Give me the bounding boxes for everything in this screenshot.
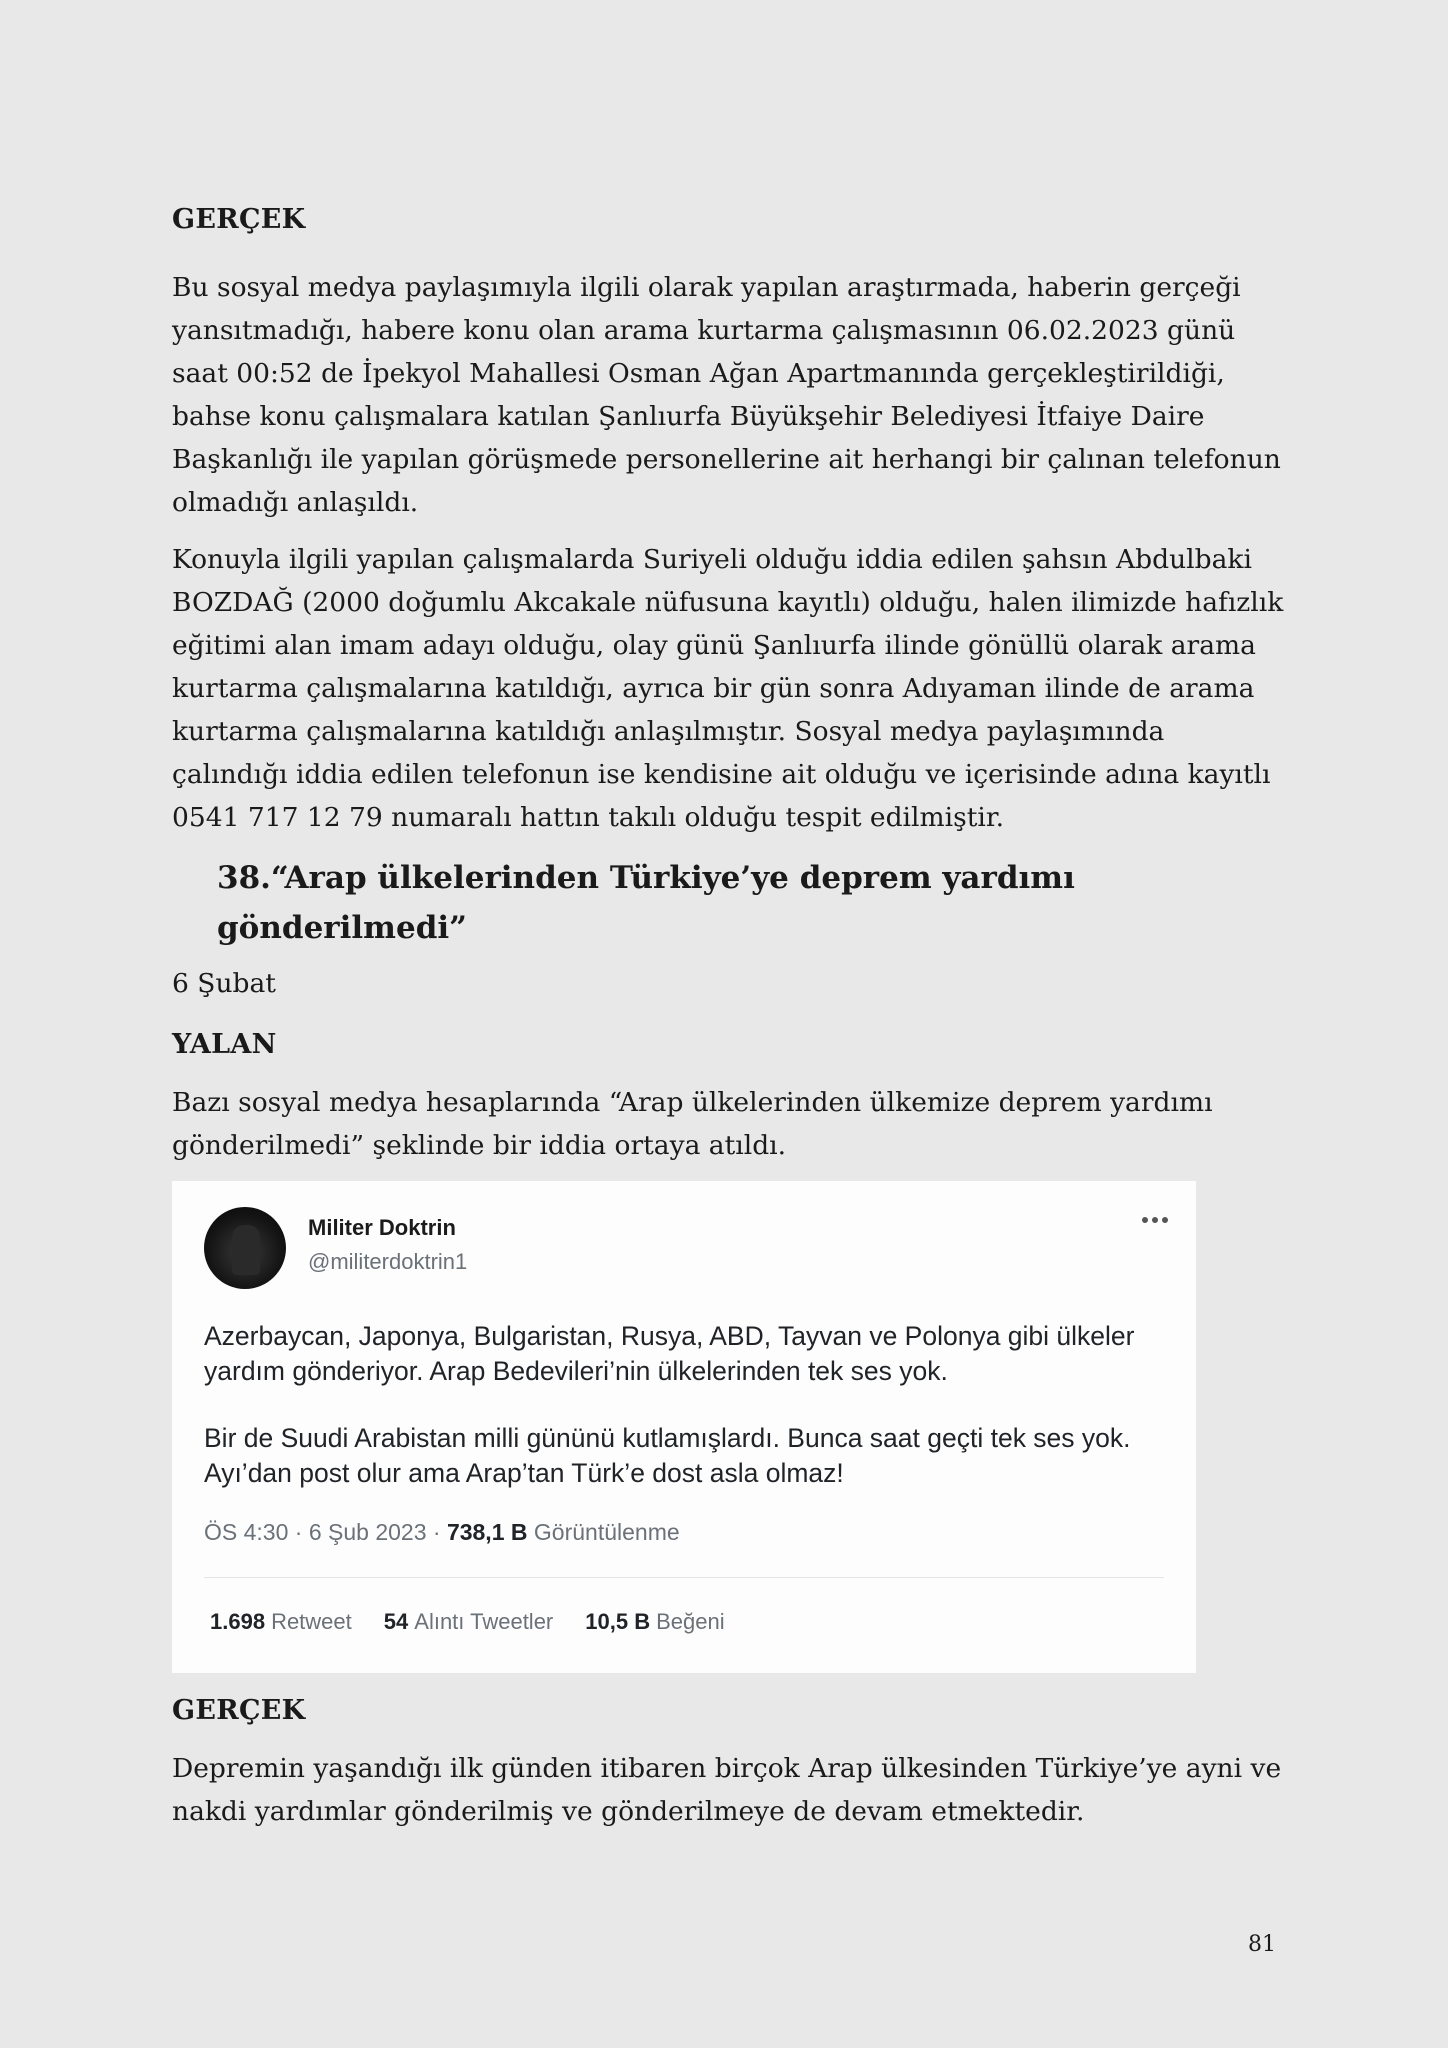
fact-heading: GERÇEK <box>172 1695 306 1726</box>
section-title: 38.“Arap ülkelerinden Türkiye’ye deprem yardımı gönderilmedi” <box>217 860 1075 946</box>
fact-heading: GERÇEK <box>172 204 306 235</box>
retweet-stat <box>210 1609 352 1635</box>
quote-label: Alıntı Tweetler <box>414 1609 554 1634</box>
tweet-meta <box>204 1519 680 1546</box>
retweet-count: 1.698 <box>210 1609 266 1634</box>
quote-stat <box>384 1609 553 1635</box>
tweet-author-name: Militer Doktrin <box>308 1215 456 1240</box>
like-stat <box>585 1609 724 1635</box>
like-count: 10,5 B <box>585 1609 651 1634</box>
retweet-label: Retweet <box>271 1609 352 1634</box>
tweet-stats <box>210 1609 725 1635</box>
tweet-author-handle: @militerdoktrin1 <box>308 1249 468 1274</box>
tweet-text-line: Bir de Suudi Arabistan milli gününü kutlamışlardı. Bunca saat geçti tek ses yok. Ayı’dan post olur ama Arap’tan Türk’e dost asla olmaz! <box>204 1423 1131 1488</box>
paragraph: Konuyla ilgili yapılan çalışmalarda Suriyeli olduğu iddia edilen şahsın Abdulbaki BOZDAĞ (2000 doğumlu Akcakale nüfusuna kayıtlı) olduğu, halen ilimizde hafızlık eğitimi alan imam adayı olduğu, olay günü Şanlıurfa ilinde gönüllü olarak arama kurtarma çalışmalarına katıldığı, ayrıca bir gün sonra Adıyaman ilinde de arama kurtarma çalışmalarına katıldığı anlaşılmıştır. Sosyal medya paylaşımında çalındığı iddia edilen telefonun ise kendisine ait olduğu ve içerisinde adına kayıtlı 0541 717 12 79 numaralı hattın takılı olduğu tespit edilmiştir. <box>172 544 1284 833</box>
tweet-body <box>204 1319 1164 1523</box>
section-date: 6 Şubat <box>172 968 276 999</box>
more-options-icon <box>1140 1215 1170 1225</box>
claim-paragraph: Bazı sosyal medya hesaplarında “Arap ülkelerinden ülkemize deprem yardımı gönderilmedi” şeklinde bir iddia ortaya atıldı. <box>172 1087 1213 1161</box>
verdict-heading: YALAN <box>172 1029 277 1060</box>
tweet-views-count: 738,1 B <box>446 1519 528 1545</box>
quote-count: 54 <box>383 1609 409 1634</box>
like-label: Beğeni <box>656 1609 725 1634</box>
divider <box>204 1577 1164 1578</box>
page-number: 81 <box>1248 1932 1276 1957</box>
tweet-timestamp: ÖS 4:30 · 6 Şub 2023 · <box>204 1519 447 1545</box>
tweet-screenshot <box>172 1181 1196 1673</box>
tweet-views-label: Görüntülenme <box>527 1519 680 1545</box>
page-content <box>172 196 1284 1847</box>
fact-paragraph: Depremin yaşandığı ilk günden itibaren birçok Arap ülkesinden Türkiye’ye ayni ve nakdi yardımlar gönderilmiş ve gönderilmeye de devam etmektedir. <box>172 1753 1282 1827</box>
paragraph: Bu sosyal medya paylaşımıyla ilgili olarak yapılan araştırmada, haberin gerçeği yansıtmadığı, habere konu olan arama kurtarma çalışmasının 06.02.2023 günü saat 00:52 de İpekyol Mahallesi Osman Ağan Apartmanında gerçekleştirildiği, bahse konu çalışmalara katılan Şanlıurfa Büyükşehir Belediyesi İtfaiye Daire Başkanlığı ile yapılan görüşmede personellerine ait herhangi bir çalınan telefonun olmadığı anlaşıldı. <box>172 272 1281 518</box>
avatar <box>204 1207 286 1289</box>
tweet-text-line: Azerbaycan, Japonya, Bulgaristan, Rusya, ABD, Tayvan ve Polonya gibi ülkeler yardım gönderiyor. Arap Bedevileri’nin ülkelerinden tek ses yok. <box>204 1321 1135 1386</box>
